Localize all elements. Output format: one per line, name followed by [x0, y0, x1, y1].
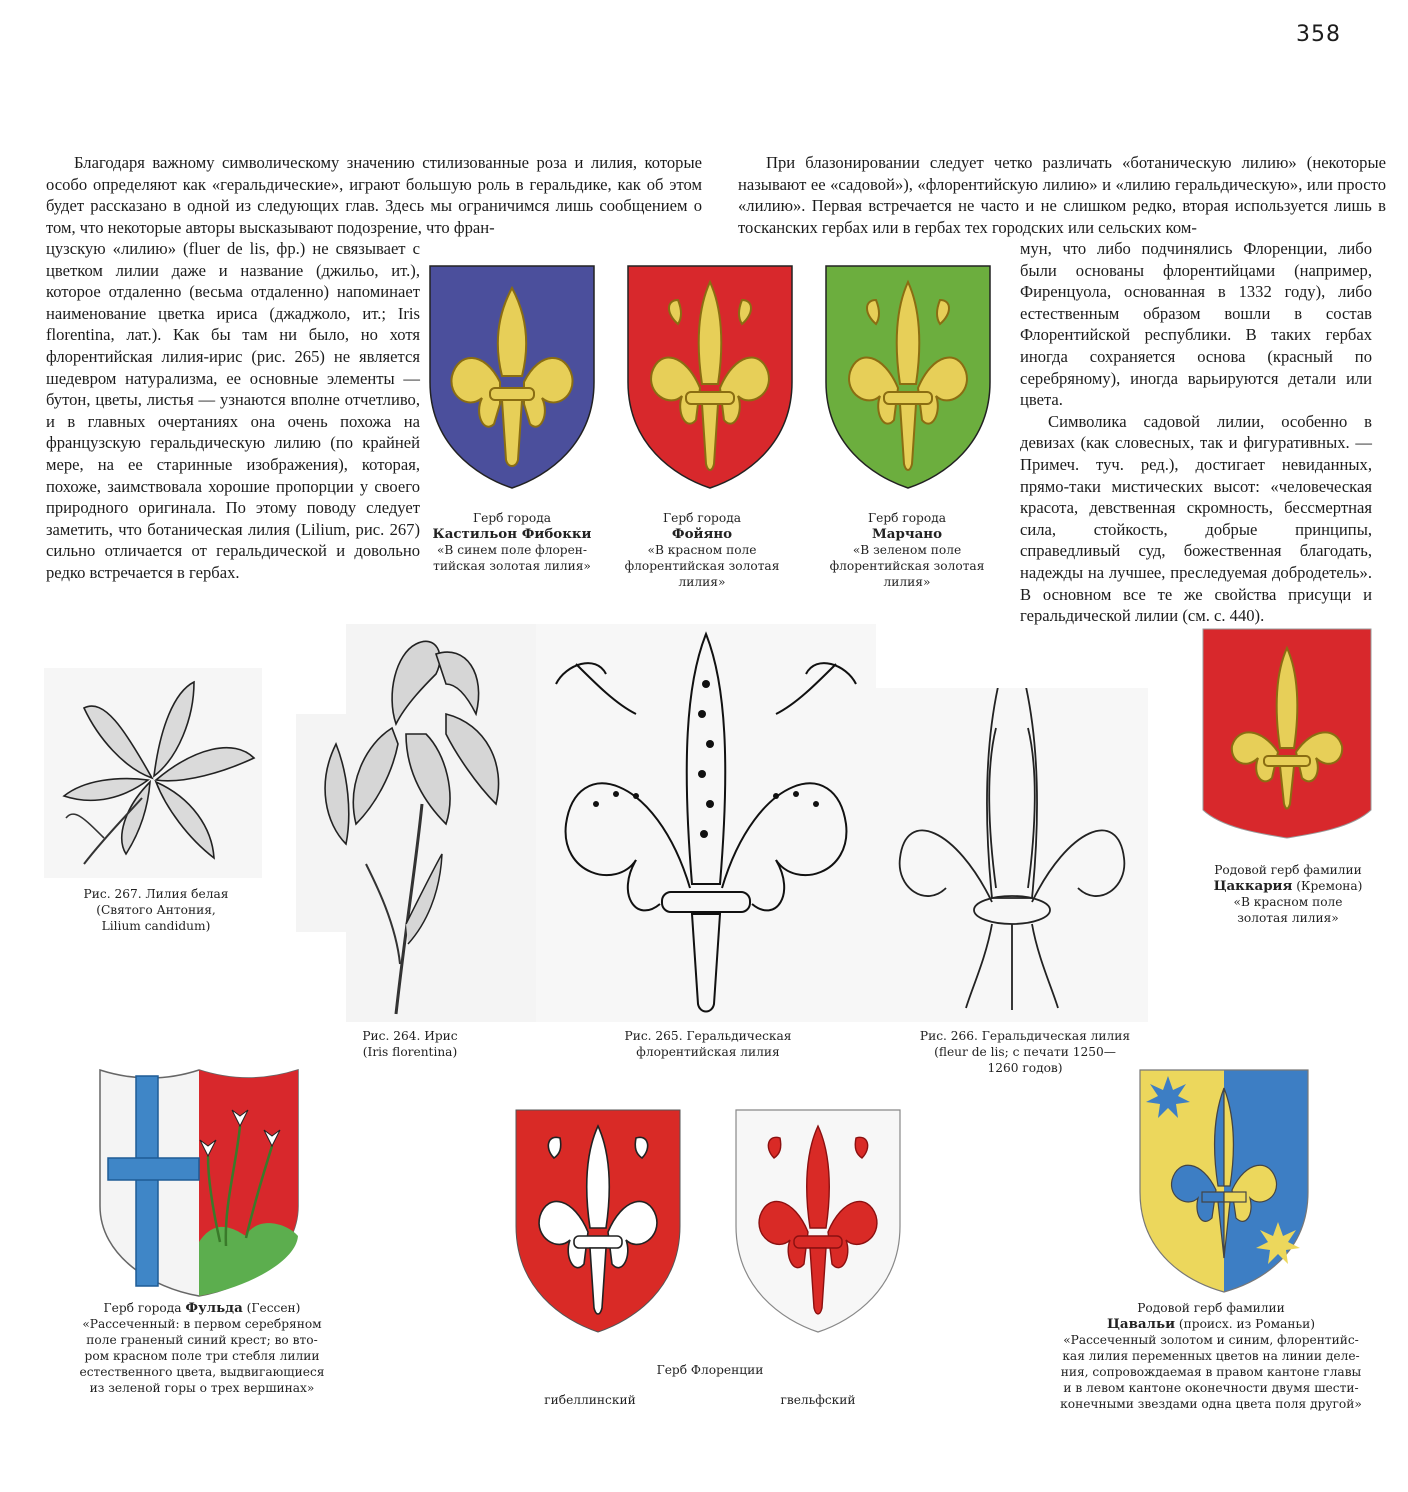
caption-line: Lilium candidum) [101, 919, 211, 933]
caption-line: Рис. 266. Геральдическая лилия [919, 1029, 1131, 1043]
caption-title: Кастильон Фибокки [432, 526, 592, 542]
caption-line: и в левом кантоне оконечности двумя шести- [1063, 1381, 1359, 1395]
caption-line: кая лилия переменных цветов на линии деле- [1062, 1349, 1360, 1363]
caption-line: Герб города [473, 511, 551, 525]
caption-line: «В синем поле флорен- [436, 543, 588, 557]
caption-fig266 [906, 1028, 1144, 1076]
caption-line: Герб города [663, 511, 741, 525]
iris-engraving-image [296, 624, 536, 1022]
florentine-lily-drawing [536, 624, 876, 1022]
caption-line: флорентийская лилия [636, 1045, 780, 1059]
page-number: 358 [1296, 22, 1341, 47]
caption-title-line [1196, 878, 1380, 894]
caption-fig265 [604, 1028, 812, 1060]
coat-of-arms-foiano [626, 264, 794, 490]
caption-line: (fleur de lis; с печати 1250— [934, 1045, 1116, 1059]
caption-marciano [816, 510, 998, 590]
caption-title: Фульда [185, 1300, 243, 1316]
paragraph: Символика садовой лилии, особенно в девизах (как словесных, так и фигуративных. — Примеч. туч. ред.), достигает невиданных, прямо-таки мистических высот: «человеческая красота, девственная скромность, бессмертная сила, стойкость, добрые принципы, справедливый суд, божественная благодать, надежды на лучшее, преследуемая добродетель». В основном все те же свойства присущи и геральдической лилии (см. с. 440). [1020, 411, 1372, 626]
paragraph: мун, что либо подчинялись Флоренции, либо были основаны флорентийцами (например, Фиренцуола, основанная в 1332 году), либо естественным образом вошли в состав Флорентийской республики. В таких гербах иногда сохраняется основа (красный по серебряному), иногда варьируются детали или цвета. [1020, 239, 1372, 410]
caption-line: Родовой герб фамилии [1137, 1301, 1285, 1315]
caption-line: Родовой герб фамилии [1214, 863, 1362, 877]
caption-line: естественного цвета, выдвигающиеся [79, 1365, 325, 1379]
caption-line: из зеленой горы о трех вершинах» [89, 1381, 315, 1395]
caption-title: Цавальи [1106, 1316, 1176, 1332]
caption-line: ния, сопровождаемая в правом кантоне главы [1060, 1365, 1362, 1379]
caption-fig264 [346, 1028, 474, 1060]
caption-castiglion [422, 510, 602, 574]
caption-florence-guelph: гвельфский [780, 1393, 856, 1407]
caption-place: (Гессен) [242, 1301, 301, 1315]
coat-of-arms-castiglion [428, 264, 596, 490]
body-text-right-narrow [1020, 238, 1372, 627]
caption-title: Марчано [871, 526, 943, 542]
caption-cavalli [1048, 1300, 1374, 1412]
coat-of-arms-cavalli [1138, 1068, 1310, 1296]
caption-line: золотая лилия» [1237, 911, 1339, 925]
lily-engraving-image [44, 668, 262, 878]
caption-fulda [70, 1300, 334, 1396]
caption-place: (Кремона) [1292, 879, 1363, 893]
body-text-left-top [46, 152, 702, 238]
caption-line: «Рассеченный золотом и синим, флорентийс- [1063, 1333, 1359, 1347]
caption-florence-title: Герб Флоренции [656, 1363, 764, 1377]
caption-line: Герб города [868, 511, 946, 525]
caption-title-line [70, 1300, 334, 1316]
caption-line: поле граненый синий крест; во вто- [86, 1333, 318, 1347]
caption-zaccaria [1196, 862, 1380, 926]
caption-line: Рис. 267. Лилия белая [83, 887, 229, 901]
caption-title: Фойяно [671, 526, 733, 542]
caption-title-line [1048, 1316, 1374, 1332]
paragraph: При блазонировании следует четко различать «ботаническую лилию» (некоторые называют ее «садовой»), «флорентийскую лилию» и «лилию геральдическую», или просто «лилию». Первая встречается не часто и не слишком редко, вторая используется лишь в тосканских гербах или в гербах тех городских или сельских ком- [738, 153, 1386, 237]
body-text-left-narrow [46, 238, 420, 584]
caption-line: (Святого Антония, [96, 903, 216, 917]
caption-line: Рис. 264. Ирис [362, 1029, 458, 1043]
coat-of-arms-zaccaria [1202, 628, 1372, 840]
coat-of-arms-fulda [96, 1066, 302, 1298]
coat-of-arms-marciano [824, 264, 992, 490]
caption-line: (Iris florentina) [362, 1045, 458, 1059]
caption-line: «В красном поле [647, 543, 757, 557]
body-text-right-top [738, 152, 1386, 238]
caption-line: «В зеленом поле [852, 543, 962, 557]
caption-line: лилия» [883, 575, 931, 589]
caption-line: конечными звездами одна цвета поля другой» [1060, 1397, 1362, 1411]
paragraph: цузскую «лилию» (fluer de lis, фр.) не связывает с цветком лилии даже и название (джильо, ит.), которое отдаленно (весьма отдаленно) напоминает наименование цветка ириса (джаджоло, ит.; Iris florentina, лат.). Как бы там ни было, но хотя флорентийская лилия-ирис (рис. 265) не является шедевром натурализма, ее основные элементы — бутон, цветы, листья — узнаются вполне отчетливо, и в главных очертаниях она очень похожа на французскую геральдическую лилию (по крайней мере, на ее старинные изображения), которая, похоже, заимствовала хорошие пропорции у своего природного оригинала. По этому поводу следует заметить, что ботаническая лилия (Lilium, рис. 267) сильно отличается от геральдической и довольно редко встречается в гербах. [46, 239, 420, 582]
coat-of-arms-florence-guelph [734, 1108, 902, 1334]
caption-line: флорентийская золотая [624, 559, 780, 573]
caption-line: 1260 годов) [987, 1061, 1063, 1075]
caption-foiano [612, 510, 792, 590]
caption-line: лилия» [678, 575, 726, 589]
caption-fig267 [58, 886, 254, 934]
caption-prefix: Герб города [103, 1301, 186, 1315]
caption-florence-ghibelline: гибеллинский [544, 1393, 636, 1407]
caption-line: флорентийская золотая [829, 559, 985, 573]
coat-of-arms-florence-ghibelline [514, 1108, 682, 1334]
caption-place: (происх. из Романьи) [1175, 1317, 1316, 1331]
caption-title: Цаккария [1213, 878, 1293, 894]
caption-line: тийская золотая лилия» [433, 559, 591, 573]
paragraph: Благодаря важному символическому значению стилизованные роза и лилия, которые особо определяют как «геральдические», играют большую роль в геральдике, как об этом будет рассказано в одной из следующих глав. Здесь мы ограничимся лишь сообщением о том, что некоторые авторы высказывают подозрение, что фран- [46, 153, 702, 237]
caption-line: ром красном поле три стебля лилии [84, 1349, 320, 1363]
caption-line: Рис. 265. Геральдическая [624, 1029, 792, 1043]
caption-line: «Рассеченный: в первом серебряном [82, 1317, 322, 1331]
caption-line: «В красном поле [1233, 895, 1343, 909]
seal-lily-drawing [876, 688, 1148, 1022]
